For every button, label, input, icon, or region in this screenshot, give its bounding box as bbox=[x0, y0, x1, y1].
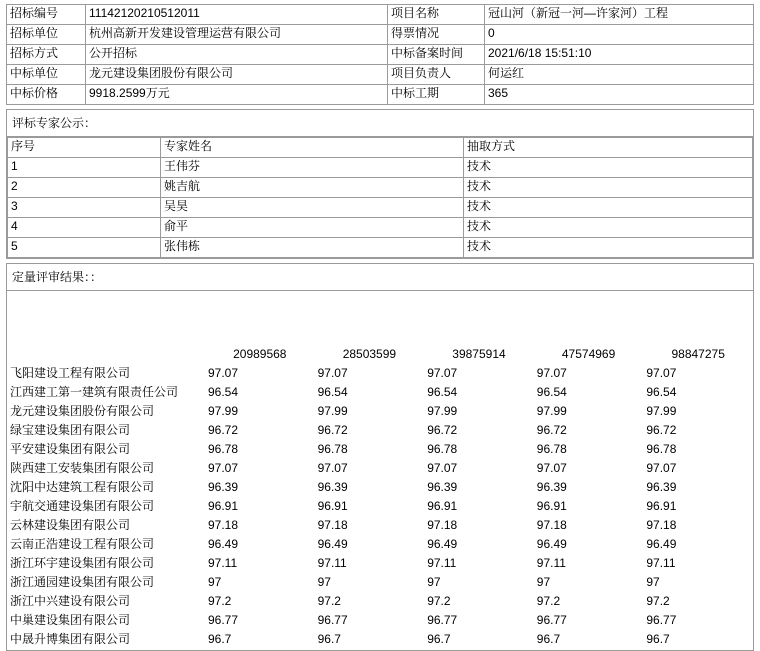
score-value: 96.7 bbox=[317, 632, 341, 646]
score-value: 97.07 bbox=[208, 366, 239, 380]
info-value-votes: 0 bbox=[485, 25, 754, 45]
score-value: 97.99 bbox=[646, 404, 677, 418]
score-value: 97.99 bbox=[208, 404, 239, 418]
score-value: 96.91 bbox=[646, 499, 677, 513]
info-value-bid-method: 公开招标 bbox=[86, 45, 388, 65]
score-value: 97.07 bbox=[208, 461, 239, 475]
experts-header-no: 序号 bbox=[8, 138, 161, 158]
score-value: 97.11 bbox=[536, 556, 566, 570]
score-value: 96.49 bbox=[208, 537, 239, 551]
score-value: 97.2 bbox=[646, 594, 670, 608]
expert-no: 5 bbox=[8, 238, 161, 258]
scores-title: 定量评审结果：： bbox=[7, 264, 753, 291]
score-value: 97.07 bbox=[317, 461, 348, 475]
score-value: 97.99 bbox=[317, 404, 348, 418]
score-value: 96.54 bbox=[646, 385, 677, 399]
table-row bbox=[7, 498, 753, 517]
info-label-votes: 得票情况 bbox=[388, 25, 485, 45]
score-value: 97.2 bbox=[536, 594, 561, 608]
score-company: 云林建设集团有限公司 bbox=[10, 518, 131, 532]
score-value: 96.54 bbox=[317, 385, 348, 399]
table-row bbox=[7, 5, 754, 25]
table-header-row bbox=[7, 291, 753, 365]
score-value: 97.2 bbox=[317, 594, 341, 608]
expert-name: 俞平 bbox=[161, 218, 464, 238]
score-company: 飞阳建设工程有限公司 bbox=[10, 366, 131, 380]
table-row bbox=[7, 631, 753, 650]
score-value: 96.39 bbox=[317, 480, 348, 494]
score-value: 97 bbox=[208, 575, 222, 589]
table-row bbox=[7, 574, 753, 593]
score-value: 97.07 bbox=[536, 366, 567, 380]
score-value: 96.77 bbox=[208, 613, 239, 627]
table-row bbox=[7, 517, 753, 536]
info-value-project-name: 冠山河（新冠一河—许家河）工程 bbox=[485, 5, 754, 25]
score-value: 96.72 bbox=[208, 423, 239, 437]
score-value: 97.18 bbox=[536, 518, 567, 532]
score-value: 97.18 bbox=[317, 518, 348, 532]
score-value: 97.07 bbox=[317, 366, 348, 380]
info-label-bid-no: 招标编号 bbox=[7, 5, 86, 25]
table-row bbox=[7, 593, 753, 612]
score-company: 云南正浩建设工程有限公司 bbox=[10, 537, 155, 551]
score-company: 沈阳中达建筑工程有限公司 bbox=[10, 480, 155, 494]
table-row bbox=[7, 365, 753, 384]
experts-table bbox=[7, 137, 753, 258]
expert-name: 吴昊 bbox=[161, 198, 464, 218]
experts-header-method: 抽取方式 bbox=[464, 138, 753, 158]
info-value-winner: 龙元建设集团股份有限公司 bbox=[86, 65, 388, 85]
experts-table-wrap bbox=[7, 137, 753, 258]
score-value: 96.7 bbox=[427, 632, 451, 646]
score-value: 96.72 bbox=[536, 423, 567, 437]
table-row bbox=[7, 441, 753, 460]
score-company: 中巢建设集团有限公司 bbox=[10, 613, 131, 627]
score-value: 97.11 bbox=[317, 556, 347, 570]
score-company: 绿宝建设集团有限公司 bbox=[10, 423, 131, 437]
expert-name: 姚吉航 bbox=[161, 178, 464, 198]
table-header-row bbox=[8, 138, 753, 158]
score-company: 陕西建工安装集团有限公司 bbox=[10, 461, 155, 475]
score-value: 96.91 bbox=[536, 499, 567, 513]
score-company: 浙江环宇建设集团有限公司 bbox=[10, 556, 155, 570]
score-value: 96.49 bbox=[427, 537, 458, 551]
score-value: 97.07 bbox=[427, 461, 458, 475]
score-value: 97 bbox=[536, 575, 551, 589]
score-value: 96.77 bbox=[427, 613, 458, 627]
info-label-manager: 项目负责人 bbox=[388, 65, 485, 85]
score-value: 97.07 bbox=[536, 461, 567, 475]
table-row bbox=[7, 422, 753, 441]
info-value-manager: 何运红 bbox=[485, 65, 754, 85]
score-value: 96.78 bbox=[427, 442, 458, 456]
score-value: 96.49 bbox=[317, 537, 348, 551]
scores-header-expert-2: 28503599 bbox=[342, 347, 397, 361]
table-row bbox=[8, 238, 753, 258]
score-value: 97.18 bbox=[646, 518, 677, 532]
info-value-bid-unit: 杭州高新开发建设管理运营有限公司 bbox=[86, 25, 388, 45]
scores-table-wrap bbox=[7, 291, 753, 650]
info-label-winner: 中标单位 bbox=[7, 65, 86, 85]
scores-header-expert-1: 20989568 bbox=[233, 347, 287, 361]
score-value: 96.72 bbox=[317, 423, 348, 437]
score-company: 平安建设集团有限公司 bbox=[10, 442, 131, 456]
table-row bbox=[7, 65, 754, 85]
score-company: 宇航交通建设集团有限公司 bbox=[10, 499, 155, 513]
table-row bbox=[7, 45, 754, 65]
score-value: 97.99 bbox=[427, 404, 458, 418]
project-info-table bbox=[6, 4, 754, 105]
score-value: 96.78 bbox=[536, 442, 567, 456]
info-label-record-time: 中标备案时间 bbox=[388, 45, 485, 65]
score-value: 97.07 bbox=[646, 366, 677, 380]
score-company: 浙江中兴建设有限公司 bbox=[10, 594, 131, 608]
scores-header-expert-4: 47574969 bbox=[561, 347, 616, 361]
score-value: 96.54 bbox=[536, 385, 567, 399]
score-value: 96.54 bbox=[208, 385, 239, 399]
score-value: 97 bbox=[646, 575, 660, 589]
score-value: 96.39 bbox=[646, 480, 677, 494]
score-value: 96.7 bbox=[208, 632, 232, 646]
score-value: 96.39 bbox=[536, 480, 567, 494]
table-row bbox=[7, 536, 753, 555]
score-value: 96.91 bbox=[427, 499, 458, 513]
score-value: 96.78 bbox=[317, 442, 348, 456]
expert-method: 技术 bbox=[464, 198, 753, 218]
table-row bbox=[7, 25, 754, 45]
table-row bbox=[7, 555, 753, 574]
experts-block bbox=[6, 109, 754, 259]
score-value: 96.54 bbox=[427, 385, 458, 399]
score-value: 96.7 bbox=[536, 632, 561, 646]
scores-header-expert-5: 98847275 bbox=[671, 347, 725, 361]
score-value: 97 bbox=[427, 575, 441, 589]
scores-header-expert-3: 39875914 bbox=[452, 347, 506, 361]
score-value: 97.18 bbox=[427, 518, 458, 532]
table-row bbox=[8, 158, 753, 178]
score-value: 96.39 bbox=[427, 480, 458, 494]
scores-header-company bbox=[7, 291, 205, 365]
score-value: 96.49 bbox=[646, 537, 677, 551]
table-row bbox=[8, 178, 753, 198]
score-value: 97.11 bbox=[646, 556, 676, 570]
table-row bbox=[7, 460, 753, 479]
info-label-bid-unit: 招标单位 bbox=[7, 25, 86, 45]
score-value: 97.2 bbox=[427, 594, 451, 608]
expert-name: 张伟栋 bbox=[161, 238, 464, 258]
expert-no: 2 bbox=[8, 178, 161, 198]
info-value-duration: 365 bbox=[485, 85, 754, 105]
expert-no: 4 bbox=[8, 218, 161, 238]
expert-method: 技术 bbox=[464, 158, 753, 178]
score-value: 97.99 bbox=[536, 404, 567, 418]
scores-table bbox=[7, 291, 753, 650]
score-value: 96.72 bbox=[427, 423, 458, 437]
score-value: 96.49 bbox=[536, 537, 567, 551]
table-row bbox=[7, 85, 754, 105]
table-row bbox=[7, 479, 753, 498]
experts-header-name: 专家姓名 bbox=[161, 138, 464, 158]
score-value: 97.2 bbox=[208, 594, 232, 608]
score-value: 96.39 bbox=[208, 480, 239, 494]
experts-title: 评标专家公示： bbox=[7, 110, 753, 137]
info-label-price: 中标价格 bbox=[7, 85, 86, 105]
score-value: 96.91 bbox=[317, 499, 348, 513]
expert-name: 王伟芬 bbox=[161, 158, 464, 178]
score-value: 96.77 bbox=[536, 613, 567, 627]
expert-no: 3 bbox=[8, 198, 161, 218]
expert-method: 技术 bbox=[464, 178, 753, 198]
score-company: 中晟升博集团有限公司 bbox=[10, 632, 131, 646]
score-value: 96.72 bbox=[646, 423, 677, 437]
score-value: 97.18 bbox=[208, 518, 239, 532]
score-value: 96.7 bbox=[646, 632, 670, 646]
score-value: 97.11 bbox=[208, 556, 238, 570]
expert-method: 技术 bbox=[464, 218, 753, 238]
score-value: 97.11 bbox=[427, 556, 457, 570]
score-company: 江西建工第一建筑有限责任公司 bbox=[10, 385, 179, 399]
expert-method: 技术 bbox=[464, 238, 753, 258]
score-value: 96.91 bbox=[208, 499, 239, 513]
score-value: 97.07 bbox=[427, 366, 458, 380]
score-company: 浙江通园建设集团有限公司 bbox=[10, 575, 155, 589]
score-value: 96.78 bbox=[646, 442, 677, 456]
info-label-project-name: 项目名称 bbox=[388, 5, 485, 25]
info-value-record-time: 2021/6/18 15:51:10 bbox=[485, 45, 754, 65]
info-label-duration: 中标工期 bbox=[388, 85, 485, 105]
table-row bbox=[7, 403, 753, 422]
info-value-price: 9918.2599万元 bbox=[86, 85, 388, 105]
score-company: 龙元建设集团股份有限公司 bbox=[10, 404, 155, 418]
score-value: 97 bbox=[317, 575, 331, 589]
expert-no: 1 bbox=[8, 158, 161, 178]
score-value: 96.78 bbox=[208, 442, 239, 456]
table-row bbox=[7, 612, 753, 631]
table-row bbox=[8, 218, 753, 238]
table-row bbox=[7, 384, 753, 403]
info-label-bid-method: 招标方式 bbox=[7, 45, 86, 65]
score-value: 96.77 bbox=[317, 613, 348, 627]
info-value-bid-no: 11142120210512011 bbox=[86, 5, 388, 25]
table-row bbox=[8, 198, 753, 218]
score-value: 97.07 bbox=[646, 461, 677, 475]
score-value: 96.77 bbox=[646, 613, 677, 627]
scores-block bbox=[6, 263, 754, 651]
